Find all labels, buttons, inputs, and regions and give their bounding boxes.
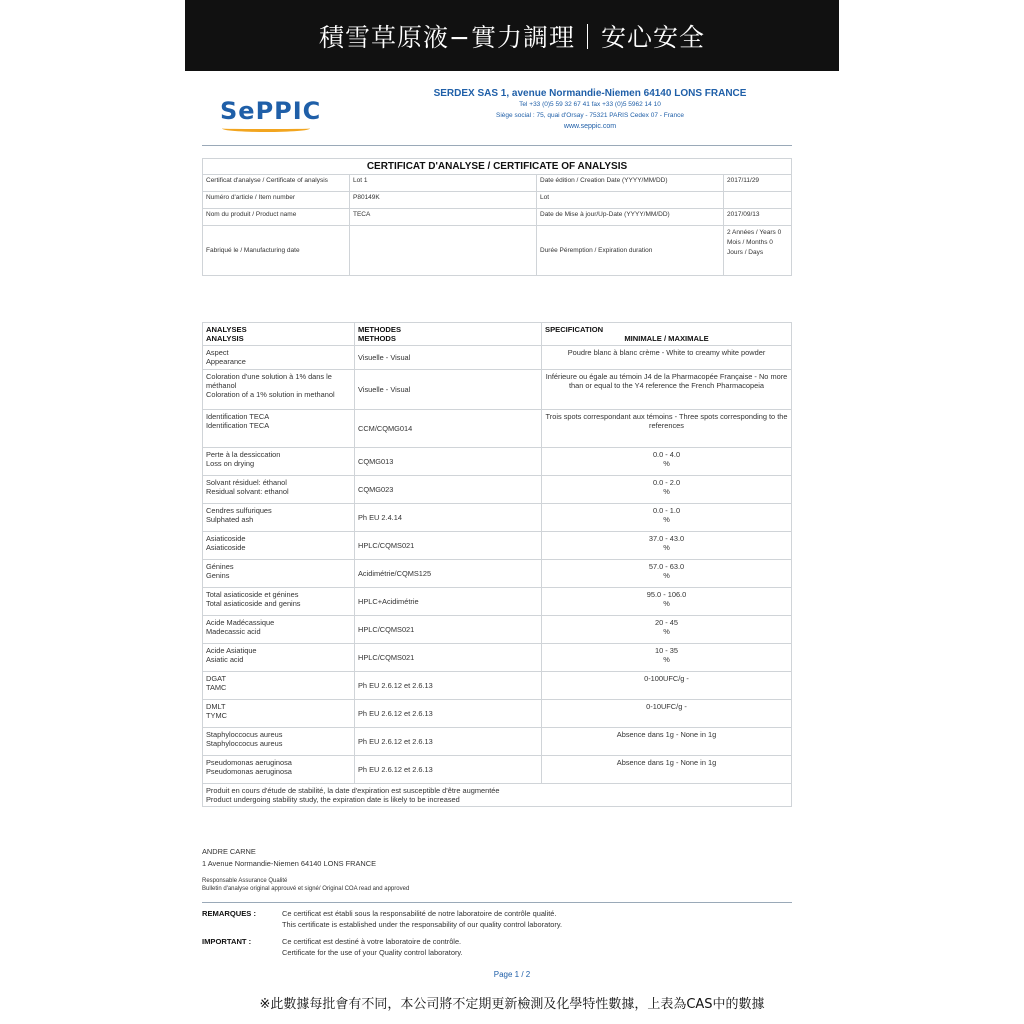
specification-cell <box>542 644 792 672</box>
stability-note <box>203 784 792 807</box>
method-cell: Ph EU 2.6.12 et 2.6.13 <box>355 728 542 756</box>
method-cell: CQMG023 <box>355 476 542 504</box>
table-row <box>203 532 792 560</box>
analysis-en: Pseudomonas aeruginosa <box>206 767 292 776</box>
specification-cell <box>542 700 792 728</box>
analysis-name-cell <box>203 370 355 410</box>
remarks-fr: Ce certificat est établi sous la responsabilité de notre laboratoire de contrôle qualité. <box>282 909 557 918</box>
table-row <box>203 410 792 448</box>
remarks-divider <box>202 902 792 903</box>
table-row <box>203 644 792 672</box>
analysis-fr: Solvant résiduel: éthanol <box>206 478 287 487</box>
analysis-name-cell <box>203 644 355 672</box>
signer-name: ANDRE CARNE <box>202 847 256 856</box>
cell: TECA <box>350 209 537 226</box>
analysis-table <box>202 322 792 807</box>
specification-cell <box>542 560 792 588</box>
remarks-block <box>202 909 562 929</box>
analysis-fr: Acide Madécassique <box>206 618 275 627</box>
analysis-en: Madecassic acid <box>206 627 261 636</box>
spec-range: 37.0 - 43.0 <box>648 534 685 543</box>
analysis-fr: Perte à la dessiccation <box>206 450 281 459</box>
specification-cell <box>542 532 792 560</box>
specification-cell <box>542 756 792 784</box>
cell: Lot <box>537 192 724 209</box>
signer-address: 1 Avenue Normandie-Niemen 64140 LONS FRANCE <box>202 859 377 868</box>
title-banner <box>185 0 839 71</box>
analysis-en: TYMC <box>206 711 227 720</box>
specification-cell <box>542 448 792 476</box>
important-label: IMPORTANT : <box>202 937 252 946</box>
analysis-name-cell <box>203 410 355 448</box>
banner-title: 積雪草原液−實力調理｜安心安全 <box>319 22 705 52</box>
header-spec: SPECIFICATION <box>545 325 604 334</box>
table-row <box>203 672 792 700</box>
company-address <box>380 88 800 132</box>
specification-cell <box>542 346 792 370</box>
spec-unit: % <box>663 599 670 608</box>
spec-unit: % <box>663 655 670 664</box>
analysis-en: Asiatic acid <box>206 655 244 664</box>
specification-cell <box>542 504 792 532</box>
important-block <box>202 937 463 957</box>
table-row <box>203 370 792 410</box>
spec-range: 57.0 - 63.0 <box>648 562 685 571</box>
cell: Nom du produit / Product name <box>203 209 350 226</box>
logo-swoosh <box>222 125 310 132</box>
cell: Date de Mise à jour/Up-Date (YYYY/MM/DD) <box>537 209 724 226</box>
spec-range: 10 - 35 <box>654 646 678 655</box>
analysis-en: Genins <box>206 571 230 580</box>
analysis-en: TAMC <box>206 683 227 692</box>
cell: Numéro d'article / Item number <box>203 192 350 209</box>
header-minmax: MINIMALE / MAXIMALE <box>624 334 709 343</box>
analysis-name-cell <box>203 560 355 588</box>
spec-range: 20 - 45 <box>654 618 678 627</box>
footer-note: ※此數據每批會有不同，本公司將不定期更新檢測及化學特性數據，上表為CAS中的數據 <box>259 997 765 1012</box>
analysis-name-cell <box>203 700 355 728</box>
cell: P80149K <box>350 192 537 209</box>
spec-range: 0-100UFC/g - <box>644 674 689 683</box>
analysis-name-cell <box>203 616 355 644</box>
analysis-name-cell <box>203 346 355 370</box>
header-methods-en: METHODS <box>358 334 396 343</box>
cell: 2 Années / Years 0 Mois / Months 0 Jours / Days <box>724 226 792 276</box>
cell: Date édition / Creation Date (YYYY/MM/DD) <box>537 175 724 192</box>
spec-unit: % <box>663 571 670 580</box>
specification-cell <box>542 410 792 448</box>
cell: Fabriqué le / Manufacturing date <box>203 226 350 276</box>
header-specification <box>542 323 792 346</box>
analysis-en: Total asiaticoside and genins <box>206 599 301 608</box>
company-phone: Tel +33 (0)5 59 32 67 41 fax +33 (0)5 5962 14 10 <box>519 101 661 108</box>
cell: 2017/09/13 <box>724 209 792 226</box>
analysis-fr: Total asiaticoside et génines <box>206 590 299 599</box>
header-methods <box>355 323 542 346</box>
table-row <box>203 448 792 476</box>
analysis-en: Asiaticoside <box>206 543 246 552</box>
header-analyses-fr: ANALYSES <box>206 325 247 334</box>
spec-range: Absence dans 1g - None in 1g <box>616 758 717 767</box>
certificate-info-table <box>202 158 792 276</box>
header-analyses <box>203 323 355 346</box>
specification-cell <box>542 616 792 644</box>
method-cell: Visuelle - Visual <box>355 346 542 370</box>
cell <box>724 192 792 209</box>
table-row <box>203 700 792 728</box>
analysis-en: Residual solvant: ethanol <box>206 487 289 496</box>
analysis-en: Loss on drying <box>206 459 255 468</box>
analysis-fr: DMLT <box>206 702 226 711</box>
signer-block <box>202 847 409 892</box>
spec-unit: % <box>663 515 670 524</box>
cell: 2017/11/29 <box>724 175 792 192</box>
analysis-en: Coloration of a 1% solution in methanol <box>206 390 335 399</box>
company-hq: Siège social : 75, quai d'Orsay - 75321 PARIS Cedex 07 - France <box>496 112 684 119</box>
table-row <box>203 756 792 784</box>
table-row <box>203 616 792 644</box>
company-website[interactable]: www.seppic.com <box>563 123 617 130</box>
analysis-name-cell <box>203 672 355 700</box>
analysis-en: Sulphated ash <box>206 515 254 524</box>
spec-range: 95.0 - 106.0 <box>646 590 687 599</box>
table-row <box>203 588 792 616</box>
spec-unit: % <box>663 487 670 496</box>
specification-cell <box>542 672 792 700</box>
important-fr: Ce certificat est destiné à votre laboratoire de contrôle. <box>282 937 462 946</box>
analysis-fr: Asiaticoside <box>206 534 246 543</box>
signer-bulletin: Bulletin d'analyse original approuvé et signé/ Original COA read and approved <box>202 886 410 892</box>
cell: Lot 1 <box>350 175 537 192</box>
analysis-en: Appearance <box>206 357 246 366</box>
analysis-name-cell <box>203 756 355 784</box>
cell: Certificat d'analyse / Certificate of analysis <box>203 175 350 192</box>
table-row <box>203 728 792 756</box>
header-divider <box>202 145 792 146</box>
analysis-name-cell <box>203 588 355 616</box>
method-cell: Acidimétrie/CQMS125 <box>355 560 542 588</box>
analysis-name-cell <box>203 532 355 560</box>
specification-cell <box>542 370 792 410</box>
spec-range: Poudre blanc à blanc crème - White to creamy white powder <box>567 348 766 357</box>
analysis-name-cell <box>203 476 355 504</box>
important-en: Certificate for the use of your Quality control laboratory. <box>282 948 463 957</box>
signer-role: Responsable Assurance Qualité <box>202 878 288 884</box>
note-en: Product undergoing stability study, the expiration date is likely to be increased <box>206 795 460 804</box>
analysis-fr: Staphyloccocus aureus <box>206 730 283 739</box>
analysis-name-cell <box>203 728 355 756</box>
analysis-name-cell <box>203 504 355 532</box>
analysis-fr: Acide Asiatique <box>206 646 257 655</box>
remarks-label: REMARQUES : <box>202 909 257 918</box>
remarks-en: This certificate is established under the responsability of our quality control laboratory. <box>282 920 563 929</box>
analysis-fr: Pseudomonas aeruginosa <box>206 758 292 767</box>
analysis-fr: Aspect <box>206 348 229 357</box>
method-cell: CCM/CQMG014 <box>355 410 542 448</box>
method-cell: CQMG013 <box>355 448 542 476</box>
spec-range: Inférieure ou égale au témoin J4 de la Pharmacopée Française - No more than or equal to the Y4 reference the French Pharmacopeia <box>545 372 788 390</box>
page-number: Page 1 / 2 <box>493 970 531 979</box>
analysis-fr: Cendres sulfuriques <box>206 506 272 515</box>
table-row <box>203 560 792 588</box>
spec-range: 0.0 - 4.0 <box>652 450 681 459</box>
table-row <box>203 476 792 504</box>
method-cell: Ph EU 2.6.12 et 2.6.13 <box>355 700 542 728</box>
analysis-fr: DGAT <box>206 674 226 683</box>
spec-unit: % <box>663 459 670 468</box>
specification-cell <box>542 728 792 756</box>
cell: Durée Péremption / Expiration duration <box>537 226 724 276</box>
note-fr: Produit en cours d'étude de stabilité, la date d'expiration est susceptible d'être augmentée <box>206 786 500 795</box>
method-cell: Ph EU 2.6.12 et 2.6.13 <box>355 672 542 700</box>
header-methods-fr: METHODES <box>358 325 402 334</box>
spec-unit: % <box>663 543 670 552</box>
method-cell: HPLC/CQMS021 <box>355 532 542 560</box>
analysis-fr: Génines <box>206 562 234 571</box>
analysis-name-cell <box>203 448 355 476</box>
cell <box>350 226 537 276</box>
company-line-1: SERDEX SAS 1, avenue Normandie-Niemen 64140 LONS FRANCE <box>433 88 747 99</box>
specification-cell <box>542 588 792 616</box>
method-cell: Ph EU 2.4.14 <box>355 504 542 532</box>
method-cell: HPLC/CQMS021 <box>355 644 542 672</box>
header-analyses-en: ANALYSIS <box>206 334 244 343</box>
analysis-fr: Coloration d'une solution à 1% dans le méthanol <box>206 372 332 390</box>
certificate-title: CERTIFICAT D'ANALYSE / CERTIFICATE OF ANALYSIS <box>203 159 792 175</box>
method-cell: HPLC+Acidimétrie <box>355 588 542 616</box>
table-row <box>203 504 792 532</box>
table-row <box>203 346 792 370</box>
seppic-logo: SePPIC <box>220 97 322 125</box>
analysis-rows <box>203 346 792 784</box>
spec-range: 0-10UFC/g - <box>646 702 687 711</box>
spec-range: 0.0 - 2.0 <box>652 478 681 487</box>
method-cell: Visuelle - Visual <box>355 370 542 410</box>
spec-range: 0.0 - 1.0 <box>652 506 681 515</box>
spec-range: Absence dans 1g - None in 1g <box>616 730 717 739</box>
spec-unit: % <box>663 627 670 636</box>
method-cell: HPLC/CQMS021 <box>355 616 542 644</box>
analysis-en: Identification TECA <box>206 421 270 430</box>
specification-cell <box>542 476 792 504</box>
analysis-en: Staphyloccocus aureus <box>206 739 283 748</box>
spec-range: Trois spots correspondant aux témoins - Three spots corresponding to the references <box>545 412 788 430</box>
analysis-fr: Identification TECA <box>206 412 270 421</box>
method-cell: Ph EU 2.6.12 et 2.6.13 <box>355 756 542 784</box>
